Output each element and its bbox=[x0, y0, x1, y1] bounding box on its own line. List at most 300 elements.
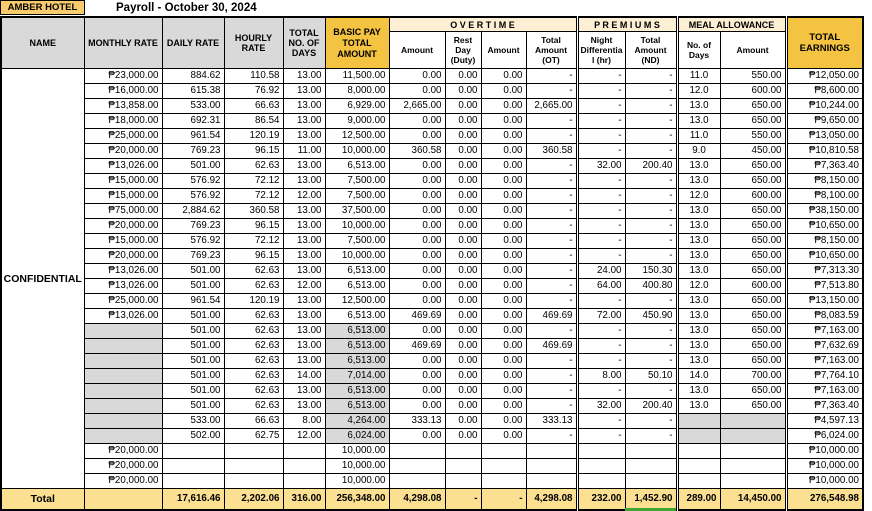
cell[interactable]: - bbox=[625, 144, 677, 159]
cell[interactable]: 0.00 bbox=[389, 279, 445, 294]
header-nd-total[interactable]: Total Amount (ND) bbox=[625, 32, 677, 69]
cell[interactable]: 0.00 bbox=[445, 429, 481, 444]
header-rest-day[interactable]: Rest Day (Duty) bbox=[445, 32, 481, 69]
cell[interactable]: 0.00 bbox=[389, 174, 445, 189]
cell[interactable]: 2,884.62 bbox=[162, 204, 224, 219]
cell[interactable]: ₱18,000.00 bbox=[84, 114, 162, 129]
cell[interactable]: ₱8,150.00 bbox=[786, 174, 863, 189]
header-name[interactable]: NAME bbox=[1, 17, 84, 69]
cell[interactable]: 0.00 bbox=[389, 324, 445, 339]
cell[interactable]: 0.00 bbox=[445, 384, 481, 399]
cell[interactable]: 72.12 bbox=[224, 189, 283, 204]
cell[interactable]: ₱7,163.00 bbox=[786, 354, 863, 369]
cell[interactable]: ₱6,024.00 bbox=[786, 429, 863, 444]
cell[interactable]: 333.13 bbox=[389, 414, 445, 429]
cell[interactable]: 0.00 bbox=[481, 189, 526, 204]
cell[interactable]: 13.0 bbox=[677, 114, 720, 129]
cell[interactable]: 0.00 bbox=[389, 354, 445, 369]
cell[interactable] bbox=[720, 474, 786, 489]
cell[interactable]: 6,513.00 bbox=[325, 339, 389, 354]
cell[interactable]: 0.00 bbox=[481, 114, 526, 129]
cell[interactable]: ₱7,513.80 bbox=[786, 279, 863, 294]
cell[interactable]: 769.23 bbox=[162, 249, 224, 264]
cell[interactable]: ₱13,026.00 bbox=[84, 264, 162, 279]
cell[interactable]: ₱4,597.13 bbox=[786, 414, 863, 429]
cell[interactable]: 0.00 bbox=[389, 159, 445, 174]
cell[interactable]: 769.23 bbox=[162, 219, 224, 234]
cell[interactable]: 62.63 bbox=[224, 339, 283, 354]
cell[interactable] bbox=[677, 414, 720, 429]
cell[interactable]: 469.69 bbox=[389, 309, 445, 324]
cell[interactable] bbox=[84, 414, 162, 429]
cell[interactable]: ₱9,650.00 bbox=[786, 114, 863, 129]
cell[interactable] bbox=[481, 444, 526, 459]
cell[interactable] bbox=[389, 444, 445, 459]
cell[interactable]: 0.00 bbox=[445, 69, 481, 84]
company-name-cell[interactable]: AMBER HOTEL bbox=[0, 0, 85, 15]
cell[interactable]: - bbox=[625, 414, 677, 429]
cell[interactable]: - bbox=[526, 429, 577, 444]
cell[interactable]: - bbox=[625, 84, 677, 99]
cell[interactable] bbox=[677, 444, 720, 459]
cell[interactable]: 0.00 bbox=[389, 369, 445, 384]
cell[interactable]: 62.63 bbox=[224, 279, 283, 294]
cell[interactable]: - bbox=[577, 189, 625, 204]
cell[interactable]: 650.00 bbox=[720, 354, 786, 369]
cell[interactable]: 961.54 bbox=[162, 129, 224, 144]
cell[interactable]: 0.00 bbox=[389, 264, 445, 279]
cell[interactable]: 13.00 bbox=[283, 234, 325, 249]
cell[interactable]: - bbox=[625, 204, 677, 219]
cell[interactable]: - bbox=[577, 429, 625, 444]
cell[interactable]: 0.00 bbox=[445, 129, 481, 144]
cell[interactable]: 450.00 bbox=[720, 144, 786, 159]
cell[interactable]: 14.00 bbox=[283, 369, 325, 384]
cell[interactable]: 0.00 bbox=[389, 384, 445, 399]
cell[interactable]: 650.00 bbox=[720, 339, 786, 354]
cell[interactable]: 0.00 bbox=[445, 189, 481, 204]
cell[interactable]: 24.00 bbox=[577, 264, 625, 279]
cell[interactable] bbox=[224, 474, 283, 489]
cell[interactable]: 533.00 bbox=[162, 414, 224, 429]
cell[interactable]: ₱7,163.00 bbox=[786, 324, 863, 339]
cell[interactable]: 66.63 bbox=[224, 99, 283, 114]
cell[interactable]: - bbox=[577, 144, 625, 159]
cell[interactable]: 13.00 bbox=[283, 324, 325, 339]
cell[interactable]: 11.0 bbox=[677, 69, 720, 84]
cell[interactable] bbox=[84, 324, 162, 339]
cell[interactable]: 615.38 bbox=[162, 84, 224, 99]
header-monthly-rate[interactable]: MONTHLY RATE bbox=[84, 17, 162, 69]
cell[interactable]: ₱15,000.00 bbox=[84, 189, 162, 204]
cell[interactable]: 650.00 bbox=[720, 309, 786, 324]
total-cell[interactable]: 4,298.08 bbox=[526, 489, 577, 510]
cell[interactable]: 0.00 bbox=[481, 324, 526, 339]
header-meal-amount[interactable]: Amount bbox=[720, 32, 786, 69]
header-ot-amount-2[interactable]: Amount bbox=[481, 32, 526, 69]
cell[interactable]: 7,500.00 bbox=[325, 174, 389, 189]
cell[interactable] bbox=[224, 444, 283, 459]
cell[interactable]: 0.00 bbox=[445, 144, 481, 159]
cell[interactable]: 0.00 bbox=[445, 369, 481, 384]
cell[interactable]: - bbox=[625, 354, 677, 369]
cell[interactable]: 62.63 bbox=[224, 399, 283, 414]
cell[interactable] bbox=[677, 429, 720, 444]
cell[interactable] bbox=[84, 339, 162, 354]
cell[interactable] bbox=[162, 444, 224, 459]
cell[interactable]: 576.92 bbox=[162, 174, 224, 189]
cell[interactable]: - bbox=[526, 369, 577, 384]
cell[interactable]: 96.15 bbox=[224, 249, 283, 264]
cell[interactable]: - bbox=[577, 174, 625, 189]
cell[interactable] bbox=[577, 444, 625, 459]
cell[interactable]: - bbox=[625, 114, 677, 129]
cell[interactable]: 0.00 bbox=[445, 99, 481, 114]
cell[interactable]: ₱23,000.00 bbox=[84, 69, 162, 84]
cell[interactable]: 0.00 bbox=[481, 249, 526, 264]
cell[interactable]: 6,513.00 bbox=[325, 384, 389, 399]
cell[interactable]: 469.69 bbox=[389, 339, 445, 354]
cell[interactable]: 0.00 bbox=[481, 279, 526, 294]
cell[interactable]: ₱8,150.00 bbox=[786, 234, 863, 249]
cell[interactable]: 0.00 bbox=[389, 294, 445, 309]
cell[interactable]: 13.00 bbox=[283, 174, 325, 189]
cell[interactable]: ₱16,000.00 bbox=[84, 84, 162, 99]
name-confidential-cell[interactable]: CONFIDENTIAL bbox=[1, 69, 84, 489]
cell[interactable]: 501.00 bbox=[162, 354, 224, 369]
cell[interactable]: ₱8,083.59 bbox=[786, 309, 863, 324]
cell[interactable]: 0.00 bbox=[481, 429, 526, 444]
cell[interactable] bbox=[481, 474, 526, 489]
cell[interactable]: 76.92 bbox=[224, 84, 283, 99]
cell[interactable]: 692.31 bbox=[162, 114, 224, 129]
cell[interactable]: ₱20,000.00 bbox=[84, 474, 162, 489]
cell[interactable]: 650.00 bbox=[720, 249, 786, 264]
cell[interactable]: 62.75 bbox=[224, 429, 283, 444]
cell[interactable]: - bbox=[577, 219, 625, 234]
cell[interactable]: 501.00 bbox=[162, 384, 224, 399]
cell[interactable]: - bbox=[577, 354, 625, 369]
cell[interactable]: 14.0 bbox=[677, 369, 720, 384]
cell[interactable]: - bbox=[577, 294, 625, 309]
cell[interactable]: - bbox=[577, 384, 625, 399]
cell[interactable]: 120.19 bbox=[224, 129, 283, 144]
cell[interactable] bbox=[162, 459, 224, 474]
cell[interactable]: ₱13,026.00 bbox=[84, 279, 162, 294]
cell[interactable]: 0.00 bbox=[445, 204, 481, 219]
total-cell[interactable]: 4,298.08 bbox=[389, 489, 445, 510]
cell[interactable]: 13.0 bbox=[677, 324, 720, 339]
cell[interactable]: 13.0 bbox=[677, 99, 720, 114]
cell[interactable]: 0.00 bbox=[389, 234, 445, 249]
cell[interactable]: ₱13,050.00 bbox=[786, 129, 863, 144]
cell[interactable]: - bbox=[526, 279, 577, 294]
cell[interactable] bbox=[283, 459, 325, 474]
cell[interactable]: 11,500.00 bbox=[325, 69, 389, 84]
header-hourly-rate[interactable]: HOURLY RATE bbox=[224, 17, 283, 69]
cell[interactable]: 13.0 bbox=[677, 309, 720, 324]
cell[interactable]: 62.63 bbox=[224, 354, 283, 369]
cell[interactable]: 8.00 bbox=[283, 414, 325, 429]
cell[interactable]: 10,000.00 bbox=[325, 144, 389, 159]
cell[interactable]: 0.00 bbox=[481, 264, 526, 279]
cell[interactable]: 200.40 bbox=[625, 399, 677, 414]
cell[interactable]: ₱10,810.58 bbox=[786, 144, 863, 159]
cell[interactable]: 600.00 bbox=[720, 84, 786, 99]
cell[interactable]: ₱15,000.00 bbox=[84, 234, 162, 249]
header-meal-days[interactable]: No. of Days bbox=[677, 32, 720, 69]
cell[interactable]: 12.00 bbox=[283, 429, 325, 444]
cell[interactable]: 0.00 bbox=[445, 324, 481, 339]
cell[interactable]: 12.0 bbox=[677, 189, 720, 204]
cell[interactable]: - bbox=[526, 399, 577, 414]
cell[interactable]: 0.00 bbox=[389, 204, 445, 219]
cell[interactable]: - bbox=[526, 114, 577, 129]
cell[interactable]: 6,513.00 bbox=[325, 354, 389, 369]
cell[interactable] bbox=[577, 459, 625, 474]
cell[interactable]: - bbox=[577, 84, 625, 99]
cell[interactable]: 13.00 bbox=[283, 219, 325, 234]
header-total-earnings[interactable]: TOTAL EARNINGS bbox=[786, 17, 863, 69]
cell[interactable]: 501.00 bbox=[162, 339, 224, 354]
cell[interactable] bbox=[577, 474, 625, 489]
cell[interactable]: ₱10,650.00 bbox=[786, 219, 863, 234]
cell[interactable]: 13.00 bbox=[283, 159, 325, 174]
cell[interactable] bbox=[283, 444, 325, 459]
header-nd-hours[interactable]: Night Differential (hr) bbox=[577, 32, 625, 69]
cell[interactable]: 72.12 bbox=[224, 234, 283, 249]
cell[interactable]: 7,014.00 bbox=[325, 369, 389, 384]
cell[interactable]: 0.00 bbox=[445, 279, 481, 294]
cell[interactable]: ₱20,000.00 bbox=[84, 249, 162, 264]
cell[interactable]: - bbox=[625, 249, 677, 264]
cell[interactable]: 0.00 bbox=[481, 339, 526, 354]
cell[interactable]: 37,500.00 bbox=[325, 204, 389, 219]
total-cell[interactable]: 1,452.90 bbox=[625, 489, 677, 510]
cell[interactable]: 62.63 bbox=[224, 159, 283, 174]
cell[interactable]: 501.00 bbox=[162, 369, 224, 384]
cell[interactable]: ₱25,000.00 bbox=[84, 129, 162, 144]
cell[interactable]: 650.00 bbox=[720, 399, 786, 414]
cell[interactable]: 2,665.00 bbox=[389, 99, 445, 114]
cell[interactable]: 2,665.00 bbox=[526, 99, 577, 114]
cell[interactable]: 66.63 bbox=[224, 414, 283, 429]
cell[interactable]: 884.62 bbox=[162, 69, 224, 84]
cell[interactable]: ₱20,000.00 bbox=[84, 219, 162, 234]
cell[interactable]: 700.00 bbox=[720, 369, 786, 384]
cell[interactable]: 0.00 bbox=[481, 144, 526, 159]
cell[interactable] bbox=[677, 474, 720, 489]
cell[interactable]: 0.00 bbox=[389, 189, 445, 204]
cell[interactable]: 13.0 bbox=[677, 339, 720, 354]
cell[interactable]: 62.63 bbox=[224, 369, 283, 384]
cell[interactable]: 10,000.00 bbox=[325, 459, 389, 474]
cell[interactable]: 0.00 bbox=[445, 414, 481, 429]
header-ot-total[interactable]: Total Amount (OT) bbox=[526, 32, 577, 69]
cell[interactable]: 650.00 bbox=[720, 174, 786, 189]
cell[interactable]: 333.13 bbox=[526, 414, 577, 429]
cell[interactable]: 0.00 bbox=[445, 309, 481, 324]
cell[interactable]: - bbox=[526, 294, 577, 309]
total-cell[interactable]: 256,348.00 bbox=[325, 489, 389, 510]
total-cell[interactable]: 289.00 bbox=[677, 489, 720, 510]
cell[interactable]: ₱12,050.00 bbox=[786, 69, 863, 84]
cell[interactable]: 650.00 bbox=[720, 384, 786, 399]
cell[interactable] bbox=[389, 459, 445, 474]
cell[interactable]: - bbox=[526, 234, 577, 249]
cell[interactable]: 13.00 bbox=[283, 309, 325, 324]
cell[interactable]: 32.00 bbox=[577, 159, 625, 174]
cell[interactable]: 650.00 bbox=[720, 219, 786, 234]
cell[interactable]: 0.00 bbox=[445, 84, 481, 99]
cell[interactable]: - bbox=[577, 204, 625, 219]
cell[interactable]: 6,513.00 bbox=[325, 264, 389, 279]
cell[interactable] bbox=[283, 474, 325, 489]
cell[interactable]: ₱8,600.00 bbox=[786, 84, 863, 99]
cell[interactable]: 13.0 bbox=[677, 234, 720, 249]
total-cell[interactable]: 17,616.46 bbox=[162, 489, 224, 510]
cell[interactable]: 6,513.00 bbox=[325, 399, 389, 414]
cell[interactable]: ₱7,313.30 bbox=[786, 264, 863, 279]
cell[interactable]: 600.00 bbox=[720, 279, 786, 294]
cell[interactable]: ₱38,150.00 bbox=[786, 204, 863, 219]
cell[interactable]: 0.00 bbox=[445, 354, 481, 369]
cell[interactable]: 360.58 bbox=[526, 144, 577, 159]
cell[interactable]: 501.00 bbox=[162, 309, 224, 324]
cell[interactable] bbox=[526, 459, 577, 474]
cell[interactable]: 0.00 bbox=[481, 399, 526, 414]
cell[interactable]: - bbox=[625, 429, 677, 444]
cell[interactable]: - bbox=[625, 219, 677, 234]
cell[interactable]: 12,500.00 bbox=[325, 294, 389, 309]
cell[interactable] bbox=[625, 459, 677, 474]
cell[interactable]: - bbox=[625, 129, 677, 144]
cell[interactable]: 13.0 bbox=[677, 159, 720, 174]
cell[interactable]: ₱25,000.00 bbox=[84, 294, 162, 309]
cell[interactable]: 0.00 bbox=[481, 99, 526, 114]
cell[interactable]: ₱10,000.00 bbox=[786, 459, 863, 474]
cell[interactable]: 10,000.00 bbox=[325, 474, 389, 489]
cell[interactable]: - bbox=[577, 339, 625, 354]
cell[interactable]: 96.15 bbox=[224, 144, 283, 159]
cell[interactable]: - bbox=[526, 189, 577, 204]
cell[interactable] bbox=[389, 474, 445, 489]
cell[interactable]: 0.00 bbox=[389, 429, 445, 444]
cell[interactable] bbox=[445, 474, 481, 489]
cell[interactable]: 13.00 bbox=[283, 249, 325, 264]
cell[interactable]: 72.00 bbox=[577, 309, 625, 324]
cell[interactable]: - bbox=[625, 294, 677, 309]
cell[interactable]: 0.00 bbox=[445, 399, 481, 414]
cell[interactable]: - bbox=[526, 159, 577, 174]
cell[interactable]: 600.00 bbox=[720, 189, 786, 204]
cell[interactable]: 0.00 bbox=[481, 84, 526, 99]
cell[interactable]: 13.00 bbox=[283, 339, 325, 354]
cell[interactable]: - bbox=[625, 384, 677, 399]
total-cell[interactable]: 276,548.98 bbox=[786, 489, 863, 510]
cell[interactable]: - bbox=[625, 189, 677, 204]
cell[interactable]: 13.0 bbox=[677, 204, 720, 219]
cell[interactable]: - bbox=[526, 69, 577, 84]
cell[interactable]: 62.63 bbox=[224, 309, 283, 324]
total-label[interactable]: Total bbox=[1, 489, 84, 510]
cell[interactable]: 6,929.00 bbox=[325, 99, 389, 114]
cell[interactable] bbox=[224, 459, 283, 474]
cell[interactable]: 13.0 bbox=[677, 264, 720, 279]
cell[interactable]: 86.54 bbox=[224, 114, 283, 129]
cell[interactable]: 200.40 bbox=[625, 159, 677, 174]
cell[interactable]: - bbox=[625, 69, 677, 84]
cell[interactable]: 0.00 bbox=[445, 249, 481, 264]
cell[interactable]: ₱15,000.00 bbox=[84, 174, 162, 189]
cell[interactable] bbox=[720, 429, 786, 444]
cell[interactable]: - bbox=[577, 129, 625, 144]
cell[interactable]: - bbox=[526, 384, 577, 399]
cell[interactable]: 360.58 bbox=[224, 204, 283, 219]
header-group-premiums[interactable]: P R E M I U M S bbox=[577, 17, 677, 32]
total-cell[interactable]: - bbox=[481, 489, 526, 510]
cell[interactable]: 0.00 bbox=[481, 309, 526, 324]
cell[interactable]: 13.00 bbox=[283, 129, 325, 144]
cell[interactable]: 150.30 bbox=[625, 264, 677, 279]
cell[interactable]: 0.00 bbox=[445, 234, 481, 249]
cell[interactable]: - bbox=[577, 414, 625, 429]
cell[interactable]: 0.00 bbox=[389, 69, 445, 84]
cell[interactable]: ₱7,632.69 bbox=[786, 339, 863, 354]
cell[interactable]: 0.00 bbox=[481, 174, 526, 189]
cell[interactable]: 650.00 bbox=[720, 234, 786, 249]
cell[interactable]: 13.00 bbox=[283, 354, 325, 369]
cell[interactable] bbox=[625, 474, 677, 489]
cell[interactable] bbox=[84, 369, 162, 384]
cell[interactable]: ₱7,363.40 bbox=[786, 399, 863, 414]
cell[interactable]: 7,500.00 bbox=[325, 234, 389, 249]
cell[interactable]: 0.00 bbox=[389, 129, 445, 144]
cell[interactable]: 13.00 bbox=[283, 114, 325, 129]
cell[interactable] bbox=[84, 384, 162, 399]
cell[interactable]: 0.00 bbox=[481, 204, 526, 219]
cell[interactable]: 0.00 bbox=[389, 114, 445, 129]
cell[interactable]: 0.00 bbox=[445, 219, 481, 234]
cell[interactable]: 550.00 bbox=[720, 69, 786, 84]
cell[interactable]: ₱10,244.00 bbox=[786, 99, 863, 114]
cell[interactable]: 469.69 bbox=[526, 339, 577, 354]
cell[interactable]: 550.00 bbox=[720, 129, 786, 144]
cell[interactable]: 501.00 bbox=[162, 324, 224, 339]
cell[interactable]: ₱7,163.00 bbox=[786, 384, 863, 399]
cell[interactable]: ₱8,100.00 bbox=[786, 189, 863, 204]
cell[interactable]: - bbox=[526, 249, 577, 264]
total-cell[interactable] bbox=[84, 489, 162, 510]
total-cell[interactable]: 2,202.06 bbox=[224, 489, 283, 510]
cell[interactable]: ₱13,150.00 bbox=[786, 294, 863, 309]
cell[interactable]: 8.00 bbox=[577, 369, 625, 384]
cell[interactable]: 0.00 bbox=[389, 249, 445, 264]
cell[interactable]: ₱20,000.00 bbox=[84, 444, 162, 459]
total-cell[interactable]: 316.00 bbox=[283, 489, 325, 510]
cell[interactable]: 50.10 bbox=[625, 369, 677, 384]
header-group-overtime[interactable]: O V E R T I M E bbox=[389, 17, 577, 32]
cell[interactable]: 576.92 bbox=[162, 189, 224, 204]
header-daily-rate[interactable]: DAILY RATE bbox=[162, 17, 224, 69]
cell[interactable]: 650.00 bbox=[720, 99, 786, 114]
header-group-meal-allowance[interactable]: MEAL ALLOWANCE bbox=[677, 17, 786, 32]
cell[interactable]: 13.00 bbox=[283, 264, 325, 279]
header-ot-amount[interactable]: Amount bbox=[389, 32, 445, 69]
cell[interactable]: 0.00 bbox=[445, 114, 481, 129]
cell[interactable] bbox=[84, 429, 162, 444]
header-basic-pay[interactable]: BASIC PAY TOTAL AMOUNT bbox=[325, 17, 389, 69]
